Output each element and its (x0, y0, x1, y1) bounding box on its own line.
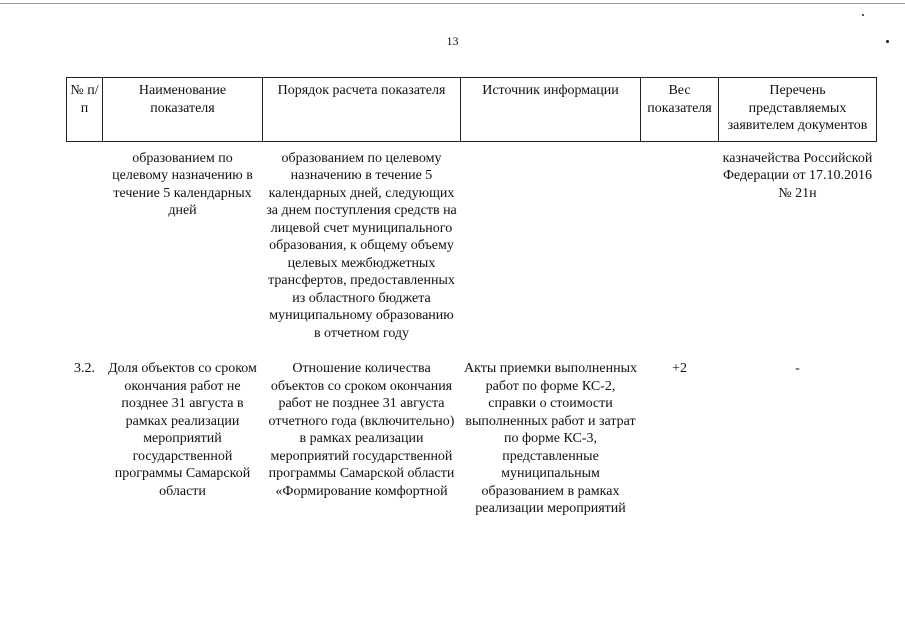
table-row (67, 141, 877, 346)
scan-speck (862, 14, 864, 16)
calculation-cell: образованием по целевому назначению в течение 5 календарных дней, следующих за днем поступления средств на лицевой счет муниципального образования, к общему объему целевых межбюджетных трансфертов, предоставленных из областного бюджета муниципальному образованию в отчетном году (266, 150, 457, 341)
header-number: № п/п (67, 78, 103, 142)
indicator-name-cell: Доля объектов со сроком окончания работ не позднее 31 августа в рамках реализации мероприятий государственной программы Самарской области (108, 361, 257, 499)
page-number: 13 (446, 34, 459, 48)
header-documents-list: Перечень представляемых заявителем документов (719, 78, 877, 142)
indicator-table (66, 77, 877, 522)
documents-cell: - (795, 361, 800, 376)
table-row (67, 346, 877, 522)
indicator-name-cell: образованием по целевому назначению в течение 5 календарных дней (112, 150, 253, 218)
weight-cell: +2 (672, 361, 687, 376)
header-calculation-method: Порядок расчета показателя (263, 78, 461, 142)
source-cell (461, 141, 641, 346)
header-information-source: Источник информации (461, 78, 641, 142)
header-indicator-weight: Вес показателя (641, 78, 719, 142)
row-number (67, 141, 103, 346)
table-header-row (67, 78, 877, 142)
documents-cell: казначейства Российской Федерации от 17.10.2016 № 21н (722, 150, 873, 201)
source-cell: Акты приемки выполненных работ по форме КС-2, справки о стоимости выполненных работ и затрат по форме КС-3, представленные муниципальным образованием в рамках реализации мероприятий (463, 361, 637, 516)
weight-cell (641, 141, 719, 346)
calculation-cell: Отношение количества объектов со сроком окончания работ не позднее 31 августа отчетного года (включительно) в рамках реализации мероприятий государственной программы Самарской области «Формирование комфортной (268, 361, 455, 499)
header-indicator-name: Наименование показателя (103, 78, 263, 142)
top-scan-edge (0, 3, 905, 4)
row-number: 3.2. (74, 361, 95, 376)
